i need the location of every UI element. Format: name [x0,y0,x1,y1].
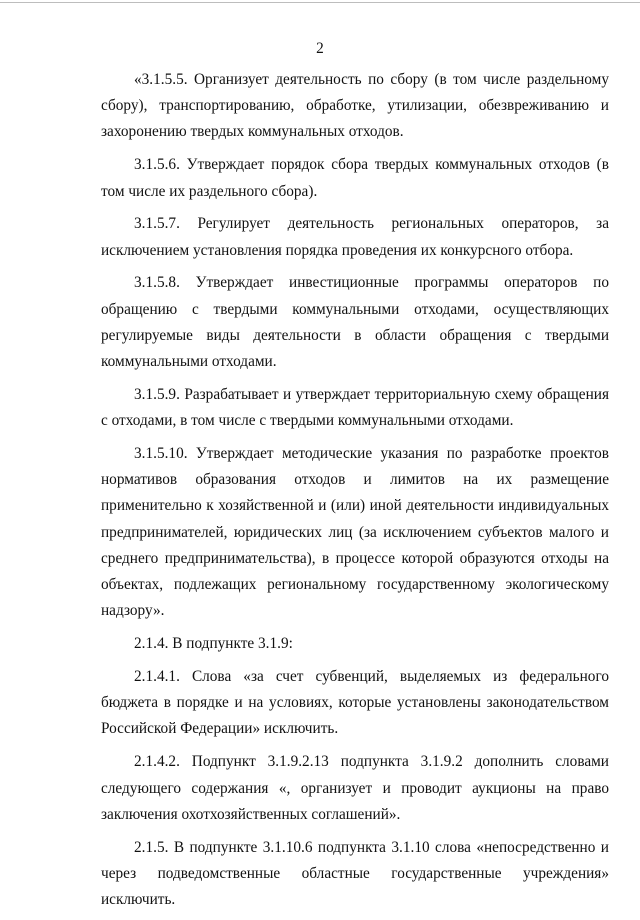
paragraph-3-1-5-5: «3.1.5.5. Организует деятельность по сбору (в том числе раздельному сбору), транспортированию, обработке, утилизации, обезвреживанию и захоронению твердых коммунальных отходов. [101,71,609,141]
document-body [101,67,609,920]
paragraph-2-1-4-2: 2.1.4.2. Подпункт 3.1.9.2.13 подпункта 3.1.9.2 дополнить словами следующего содержания «, организует и проводит аукционы на право заключения охотхозяйственных соглашений». [101,753,609,823]
paragraph-3-1-5-6: 3.1.5.6. Утверждает порядок сбора твердых коммунальных отходов (в том числе их раздельного сбора). [101,156,609,200]
paragraph-3-1-5-9: 3.1.5.9. Разрабатывает и утверждает территориальную схему обращения с отходами, в том числе с твердыми коммунальными отходами. [101,385,609,430]
paragraph-2-1-4: 2.1.4. В подпункте 3.1.9: [134,635,293,653]
paragraph-2-1-5: 2.1.5. В подпункте 3.1.10.6 подпункта 3.1.10 слова «непосредственно и через подведомственные областные государственные учреждения» исключить. [101,838,609,909]
paragraph-3-1-5-10: 3.1.5.10. Утверждает методические указания по разработке проектов нормативов образования отходов и лимитов на их размещение применительно к хозяйственной и (или) иной деятельности индивидуальных предпринимателей, юридических лиц (за исключением субъектов малого и среднего предпринимательства), в процессе которой образуются отходы на объектах, подлежащих региональному государственному экологическому надзору». [101,445,609,620]
paragraph-3-1-5-7: 3.1.5.7. Регулирует деятельность региональных операторов, за исключением установления порядка проведения их конкурсного отбора. [101,215,609,259]
paragraph-2-1-4-1: 2.1.4.1. Слова «за счет субвенций, выделяемых из федерального бюджета в порядке и на условиях, которые установлены законодательством Российской Федерации» исключить. [101,668,609,738]
paragraph-3-1-5-8: 3.1.5.8. Утверждает инвестиционные программы операторов по обращению с твердыми коммунальными отходами, осуществляющих регулируемые виды деятельности в области обращения с твердыми коммунальными отходами. [101,274,609,371]
top-border-line [0,2,640,3]
page-number: 2 [316,40,324,57]
